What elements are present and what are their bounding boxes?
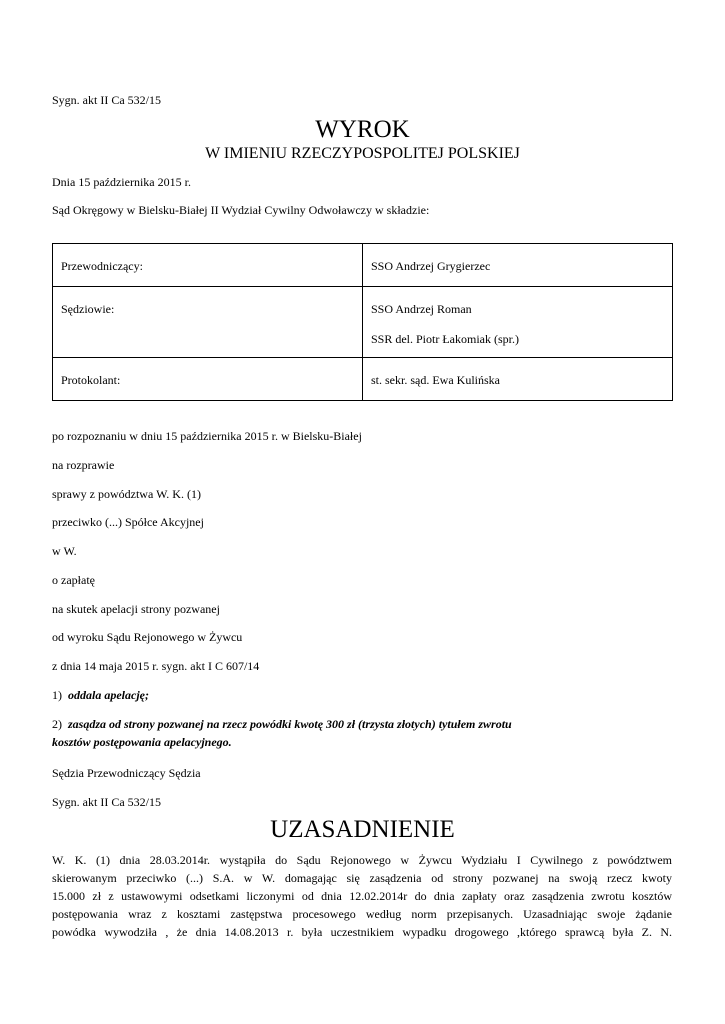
judge-name: SSR del. Piotr Łakomiak (spr.) bbox=[371, 332, 519, 346]
case-line: przeciwko (...) Spółce Akcyjnej bbox=[52, 515, 204, 529]
case-line: po rozpoznaniu w dniu 15 października 2015 r. w Bielsku-Białej bbox=[52, 429, 362, 443]
case-line: na rozprawie bbox=[52, 458, 115, 472]
judge-name: SSO Andrzej Grygierzec bbox=[371, 259, 491, 273]
case-line: o zapłatę bbox=[52, 573, 95, 587]
justification-line: W. K. (1) dnia 28.03.2014r. wystąpiła do Sądu Rejonowego w Żywcu Wydziału I Cywilnego z powództwem bbox=[52, 853, 672, 867]
composition-row-judges bbox=[53, 287, 673, 358]
case-signature-top: Sygn. akt II Ca 532/15 bbox=[52, 93, 161, 107]
composition-row-presiding bbox=[53, 244, 673, 287]
judgment-date: Dnia 15 października 2015 r. bbox=[52, 175, 191, 189]
case-line: sprawy z powództwa W. K. (1) bbox=[52, 487, 201, 501]
case-signature-bottom: Sygn. akt II Ca 532/15 bbox=[52, 795, 161, 809]
case-line: na skutek apelacji strony pozwanej bbox=[52, 602, 220, 616]
justification-line: 15.000 zł z ustawowymi odsetkami liczonymi od dnia 12.02.2014r do dnia zapłaty oraz zasądzenia zwrotu kosztów bbox=[52, 889, 672, 903]
clerk-name: st. sekr. sąd. Ewa Kulińska bbox=[371, 373, 500, 387]
document-title: WYROK bbox=[315, 116, 410, 143]
ruling-item-2 bbox=[52, 717, 512, 731]
composition-row-clerk bbox=[53, 358, 673, 401]
ruling-text: oddala apelację; bbox=[68, 688, 149, 702]
role-label: Protokolant: bbox=[61, 373, 121, 387]
signature-line: Sędzia Przewodniczący Sędzia bbox=[52, 766, 201, 780]
case-line: z dnia 14 maja 2015 r. sygn. akt I C 607/14 bbox=[52, 659, 260, 673]
justification-line: powódka wywodziła , że dnia 14.08.2013 r. była uczestnikiem wypadku drogowego ,którego sprawcą była Z. N. bbox=[52, 925, 672, 939]
justification-line: postępowania wraz z kosztami zastępstwa procesowego według norm przepisanych. Uzasadniając swoje żądanie bbox=[52, 907, 672, 921]
ruling-text-continued: kosztów postępowania apelacyjnego. bbox=[52, 735, 232, 749]
justification-line: skierowanym przeciwko (...) S.A. w W. domagając się zasądzenia od strony pozwanej na swoją rzecz kwoty bbox=[52, 871, 672, 885]
ruling-text: zasądza od strony pozwanej na rzecz powódki kwotę 300 zł (trzysta złotych) tytułem zwrotu bbox=[68, 717, 512, 731]
justification-title: UZASADNIENIE bbox=[270, 816, 455, 843]
case-line: od wyroku Sądu Rejonowego w Żywcu bbox=[52, 630, 243, 644]
judge-name: SSO Andrzej Roman bbox=[371, 302, 472, 316]
court-composition-table bbox=[52, 243, 673, 401]
ruling-item-1 bbox=[52, 688, 149, 702]
role-label: Sędziowie: bbox=[61, 302, 115, 316]
document-subtitle: W IMIENIU RZECZYPOSPOLITEJ POLSKIEJ bbox=[205, 145, 520, 162]
court-composition-intro: Sąd Okręgowy w Bielsku-Białej II Wydział Cywilny Odwoławczy w składzie: bbox=[52, 203, 430, 217]
ruling-number: 2) bbox=[52, 717, 62, 731]
role-label: Przewodniczący: bbox=[61, 259, 143, 273]
ruling-number: 1) bbox=[52, 688, 62, 702]
case-line: w W. bbox=[52, 544, 77, 558]
